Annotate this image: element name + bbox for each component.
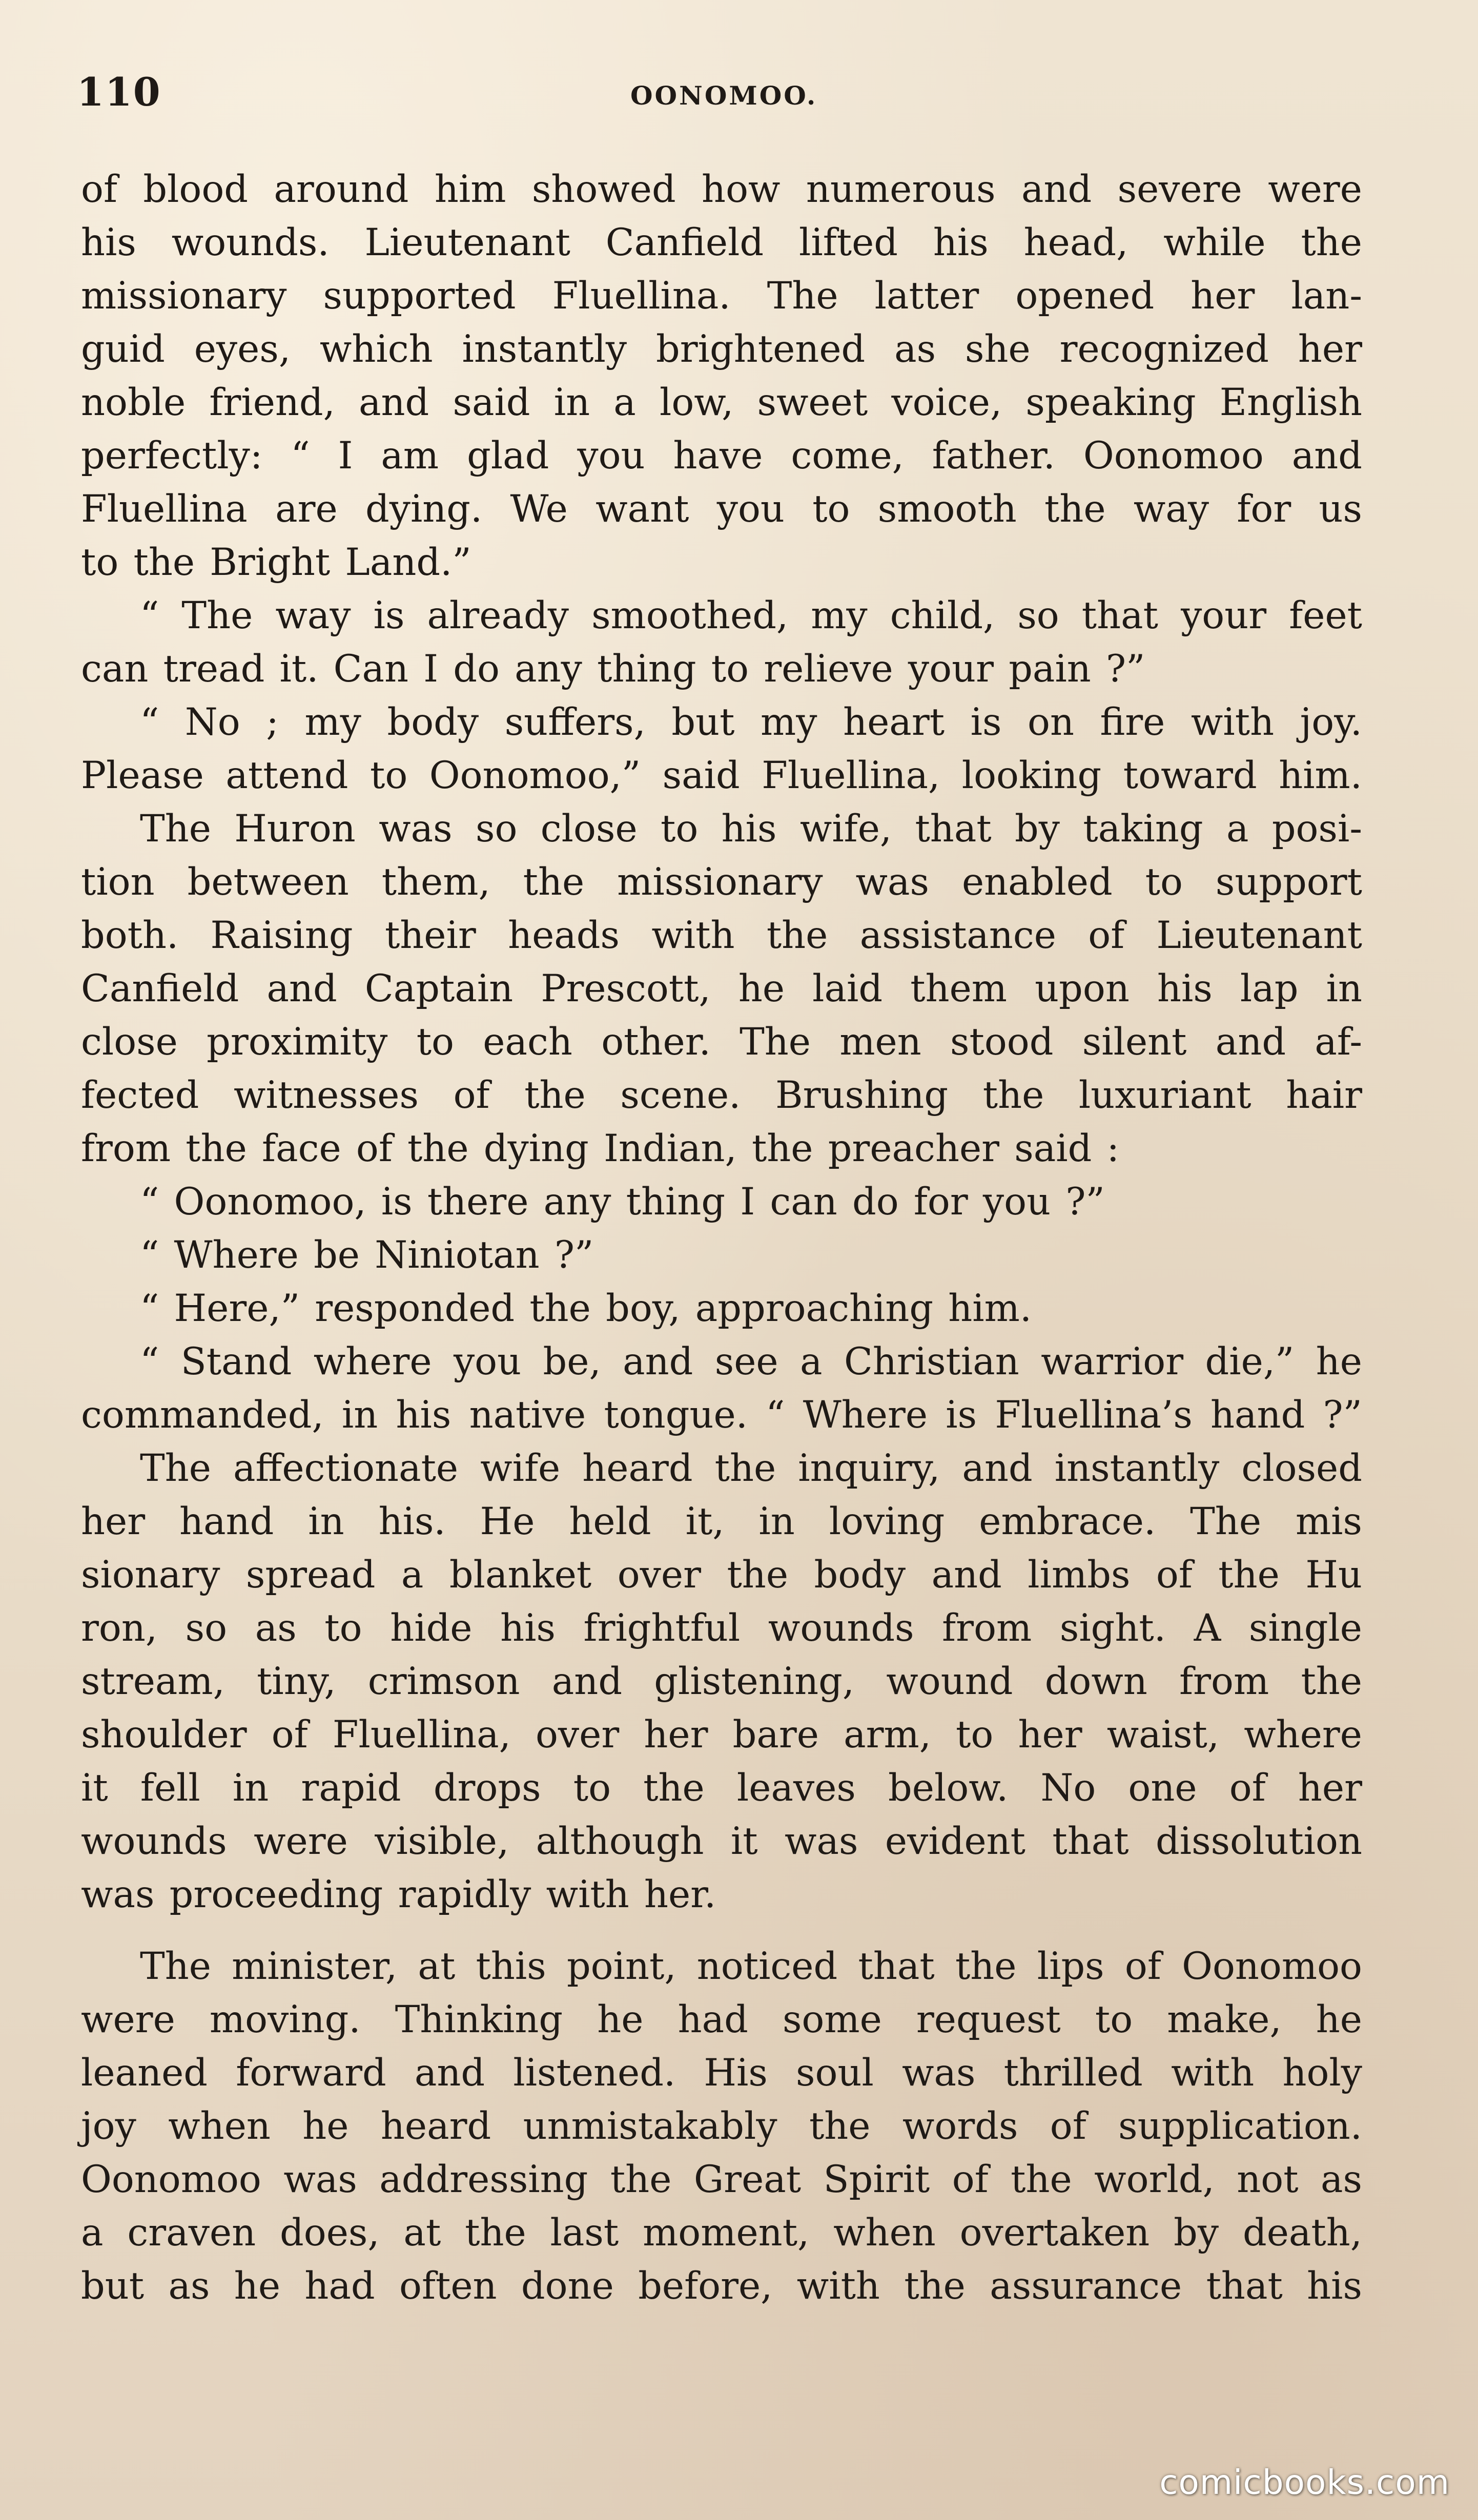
- watermark: comicbooks.com: [1159, 2463, 1450, 2502]
- text-line: but as he had often done before, with the assurance that his: [81, 2264, 1362, 2308]
- text-line: Oonomoo was addressing the Great Spirit of the world, not as: [81, 2158, 1362, 2201]
- text-line: missionary supported Fluellina. The latter opened her lan-: [81, 274, 1362, 318]
- text-line: “ Where be Niniotan ?”: [140, 1233, 594, 1277]
- text-line: from the face of the dying Indian, the preacher said :: [81, 1127, 1120, 1170]
- text-line: her hand in his. He held it, in loving embrace. The mis: [81, 1500, 1362, 1543]
- text-line: The minister, at this point, noticed that the lips of Oonomoo: [140, 1945, 1362, 1988]
- text-line: “ The way is already smoothed, my child, so that your feet: [140, 594, 1362, 637]
- text-line: it fell in rapid drops to the leaves below. No one of her: [81, 1766, 1362, 1810]
- text-line: noble friend, and said in a low, sweet voice, speaking English: [81, 381, 1362, 424]
- page-number: 110: [77, 69, 161, 115]
- text-line: his wounds. Lieutenant Canfield lifted his head, while the: [81, 221, 1362, 264]
- text-line: sionary spread a blanket over the body and limbs of the Hu: [81, 1553, 1362, 1597]
- text-line: shoulder of Fluellina, over her bare arm, to her waist, where: [81, 1713, 1362, 1757]
- text-line: ron, so as to hide his frightful wounds from sight. A single: [81, 1606, 1362, 1650]
- text-line: “ Stand where you be, and see a Christian warrior die,” he: [140, 1340, 1362, 1383]
- paragraph-gap: [81, 1922, 1362, 1940]
- text-line: commanded, in his native tongue. “ Where is Fluellina’s hand ?”: [81, 1393, 1362, 1437]
- text-line: of blood around him showed how numerous and severe were: [81, 168, 1362, 211]
- running-title: OONOMOO.: [630, 80, 818, 111]
- text-line: Fluellina are dying. We want you to smooth the way for us: [81, 487, 1362, 531]
- text-line: “ Oonomoo, is there any thing I can do for you ?”: [140, 1180, 1105, 1224]
- text-line: perfectly: “ I am glad you have come, father. Oonomoo and: [81, 434, 1362, 478]
- text-line: “ No ; my body suffers, but my heart is on fire with joy.: [140, 700, 1362, 744]
- text-line: close proximity to each other. The men stood silent and af-: [81, 1020, 1362, 1064]
- text-line: tion between them, the missionary was enabled to support: [81, 860, 1362, 904]
- text-line: Please attend to Oonomoo,” said Fluellina, looking toward him.: [81, 754, 1362, 797]
- text-line: to the Bright Land.”: [81, 541, 471, 584]
- text-line: guid eyes, which instantly brightened as she recognized her: [81, 327, 1362, 371]
- running-head: [77, 69, 1389, 126]
- text-line: The affectionate wife heard the inquiry, and instantly closed: [140, 1447, 1362, 1490]
- text-line: wounds were visible, although it was evident that dissolution: [81, 1820, 1362, 1863]
- text-line: joy when he heard unmistakably the words of supplication.: [81, 2104, 1362, 2148]
- text-line: leaned forward and listened. His soul was thrilled with holy: [81, 2051, 1362, 2095]
- text-line: were moving. Thinking he had some request to make, he: [81, 1998, 1362, 2041]
- text-line: a craven does, at the last moment, when overtaken by death,: [81, 2211, 1362, 2255]
- text-line: The Huron was so close to his wife, that by taking a posi-: [140, 807, 1362, 851]
- text-line: can tread it. Can I do any thing to relieve your pain ?”: [81, 647, 1145, 691]
- text-line: Canfield and Captain Prescott, he laid them upon his lap in: [81, 967, 1362, 1010]
- text-line: stream, tiny, crimson and glistening, wound down from the: [81, 1660, 1362, 1703]
- text-line: fected witnesses of the scene. Brushing the luxuriant hair: [81, 1073, 1362, 1117]
- text-line: “ Here,” responded the boy, approaching him.: [140, 1287, 1032, 1330]
- body-text: [81, 163, 1362, 2313]
- text-line: was proceeding rapidly with her.: [81, 1873, 716, 1916]
- text-line: both. Raising their heads with the assistance of Lieutenant: [81, 914, 1362, 957]
